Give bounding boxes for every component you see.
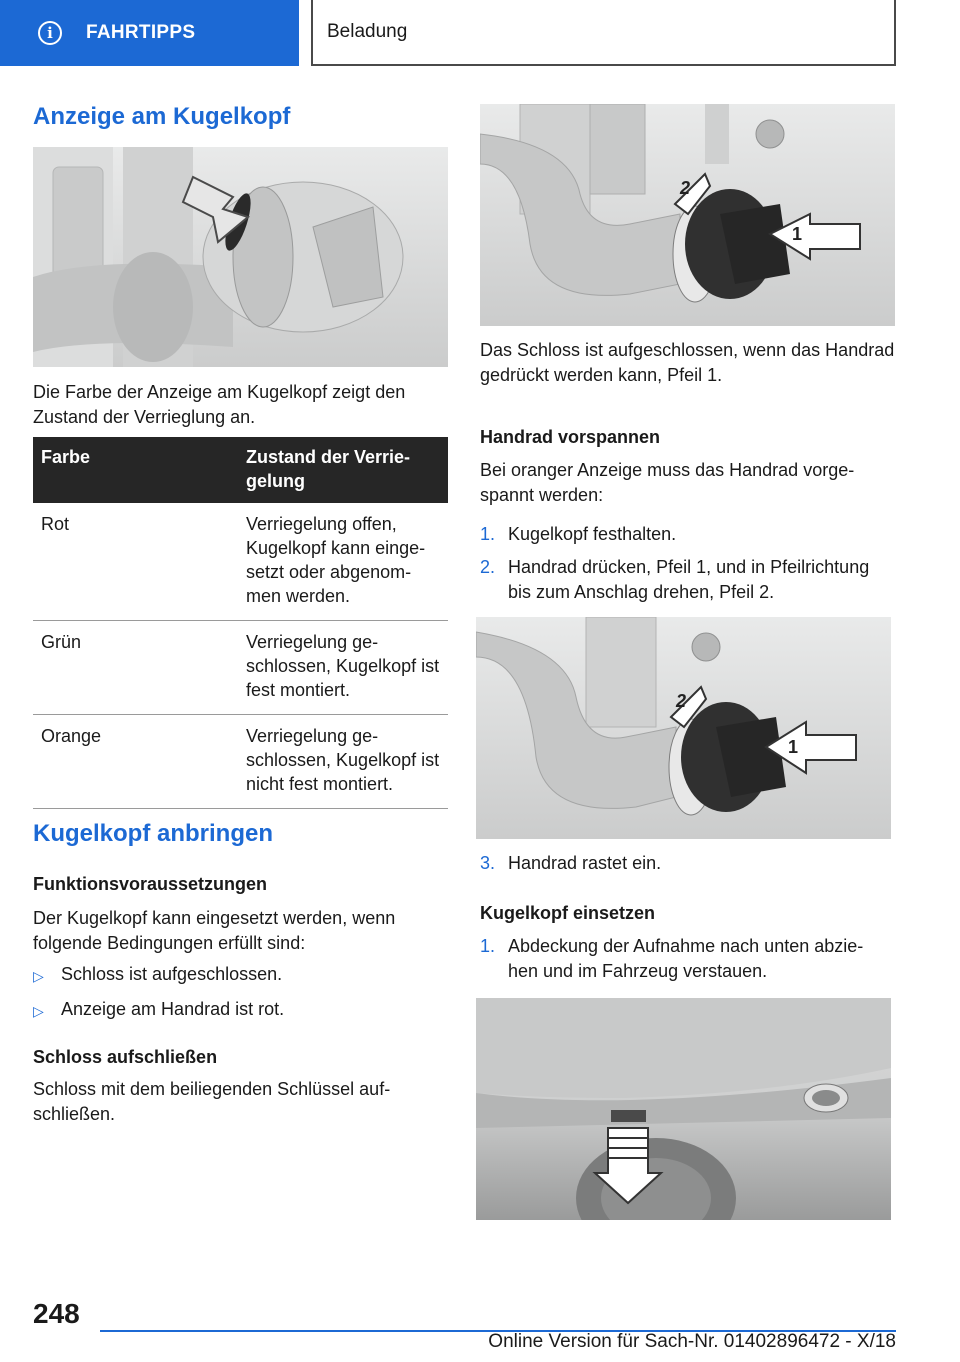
arrow-2-label: 2 xyxy=(680,178,691,198)
subheading-kugelkopf-einsetzen: Kugelkopf einsetzen xyxy=(480,903,656,923)
illustration-handwheel-unlocked xyxy=(480,104,895,326)
subheading-funktionsvoraussetzungen: Funktionsvoraussetzungen xyxy=(33,874,268,894)
heading-kugelkopf-anbringen: Kugelkopf anbringen xyxy=(33,820,273,847)
table-cell: Grün xyxy=(33,621,238,715)
prerequisites-paragraph: Der Kugelkopf kann eingesetzt werden, wenn folgende Bedingungen erfüllt sind: xyxy=(33,908,396,953)
step-number: 2. xyxy=(480,557,496,577)
step-text: Handrad drücken, Pfeil 1, und in Pfeilrichtung bis zum Anschlag drehen, Pfeil 2. xyxy=(508,557,870,602)
step-text: Abdeckung der Aufnahme nach unten abzie- hen und im Fahrzeug verstauen. xyxy=(508,936,864,981)
table-cell: Rot xyxy=(33,503,238,621)
subheading-handrad-vorspannen: Handrad vorspannen xyxy=(480,427,661,447)
triangle-bullet-icon: ▷ xyxy=(33,1003,44,1019)
step-number: 1. xyxy=(480,936,496,956)
arrow-1-label: 1 xyxy=(792,224,803,244)
step-text: Kugelkopf festhalten. xyxy=(508,524,677,544)
pretension-step-3 xyxy=(480,851,895,884)
chapter-tab[interactable] xyxy=(0,0,299,66)
table-cell: Orange xyxy=(33,715,238,809)
table-row xyxy=(33,503,448,621)
unlocked-caption: Das Schloss ist aufgeschlossen, wenn das Handrad gedrückt werden kann, Pfeil 1. xyxy=(480,340,895,385)
step-number: 1. xyxy=(480,524,496,544)
illustration-handwheel-pretension xyxy=(476,617,891,839)
illustration-rear-bumper-cover xyxy=(476,998,891,1220)
pretension-paragraph: Bei oranger Anzeige muss das Handrad vorge- spannt werden: xyxy=(480,460,855,505)
list-item xyxy=(480,934,895,984)
footer-text: Online Version für Sach-Nr. 01402896472 - X/18 xyxy=(488,1331,896,1352)
step-number: 3. xyxy=(480,853,496,873)
list-item-text: Schloss ist aufgeschlossen. xyxy=(61,964,283,984)
list-item xyxy=(33,997,448,1024)
section-title: Beladung xyxy=(327,21,408,42)
list-item-text: Anzeige am Handrad ist rot. xyxy=(61,999,285,1019)
intro-paragraph: Die Farbe der Anzeige am Kugelkopf zeigt den Zustand der Verrieglung an. xyxy=(33,382,406,427)
heading-anzeige-am-kugelkopf: Anzeige am Kugelkopf xyxy=(33,103,291,130)
arrow-2-label: 2 xyxy=(676,691,687,711)
list-item xyxy=(480,522,895,547)
table-header-row xyxy=(33,437,448,503)
prerequisites-list xyxy=(33,962,448,1032)
page-number: 248 xyxy=(33,1298,80,1329)
list-item xyxy=(480,555,895,605)
table-header-cell: Farbe xyxy=(33,437,238,503)
info-icon: i xyxy=(38,21,62,45)
subheading-schloss-aufschliessen: Schloss aufschließen xyxy=(33,1047,218,1067)
pretension-steps xyxy=(480,522,895,613)
section-title-box xyxy=(311,0,896,66)
list-item xyxy=(480,851,895,876)
list-item xyxy=(33,962,448,989)
table-header-cell: Zustand der Verrie- gelung xyxy=(238,437,448,503)
chapter-title: FAHRTIPPS xyxy=(86,22,196,43)
triangle-bullet-icon: ▷ xyxy=(33,968,44,984)
table-cell: Verriegelung offen, Kugelkopf kann einge- setzt oder abgenom- men werden. xyxy=(238,503,448,621)
table-cell: Verriegelung ge- schlossen, Kugelkopf ist fest montiert. xyxy=(238,621,448,715)
table-cell: Verriegelung ge- schlossen, Kugelkopf ist nicht fest montiert. xyxy=(238,715,448,809)
table-row xyxy=(33,621,448,715)
table-row xyxy=(33,715,448,809)
unlock-paragraph: Schloss mit dem beiliegenden Schlüssel auf- schließen. xyxy=(33,1079,391,1124)
indicator-color-table xyxy=(33,437,448,809)
step-text: Handrad rastet ein. xyxy=(508,853,662,873)
insert-steps xyxy=(480,934,895,992)
arrow-1-label: 1 xyxy=(788,737,799,757)
illustration-ball-head-indicator xyxy=(33,147,448,367)
